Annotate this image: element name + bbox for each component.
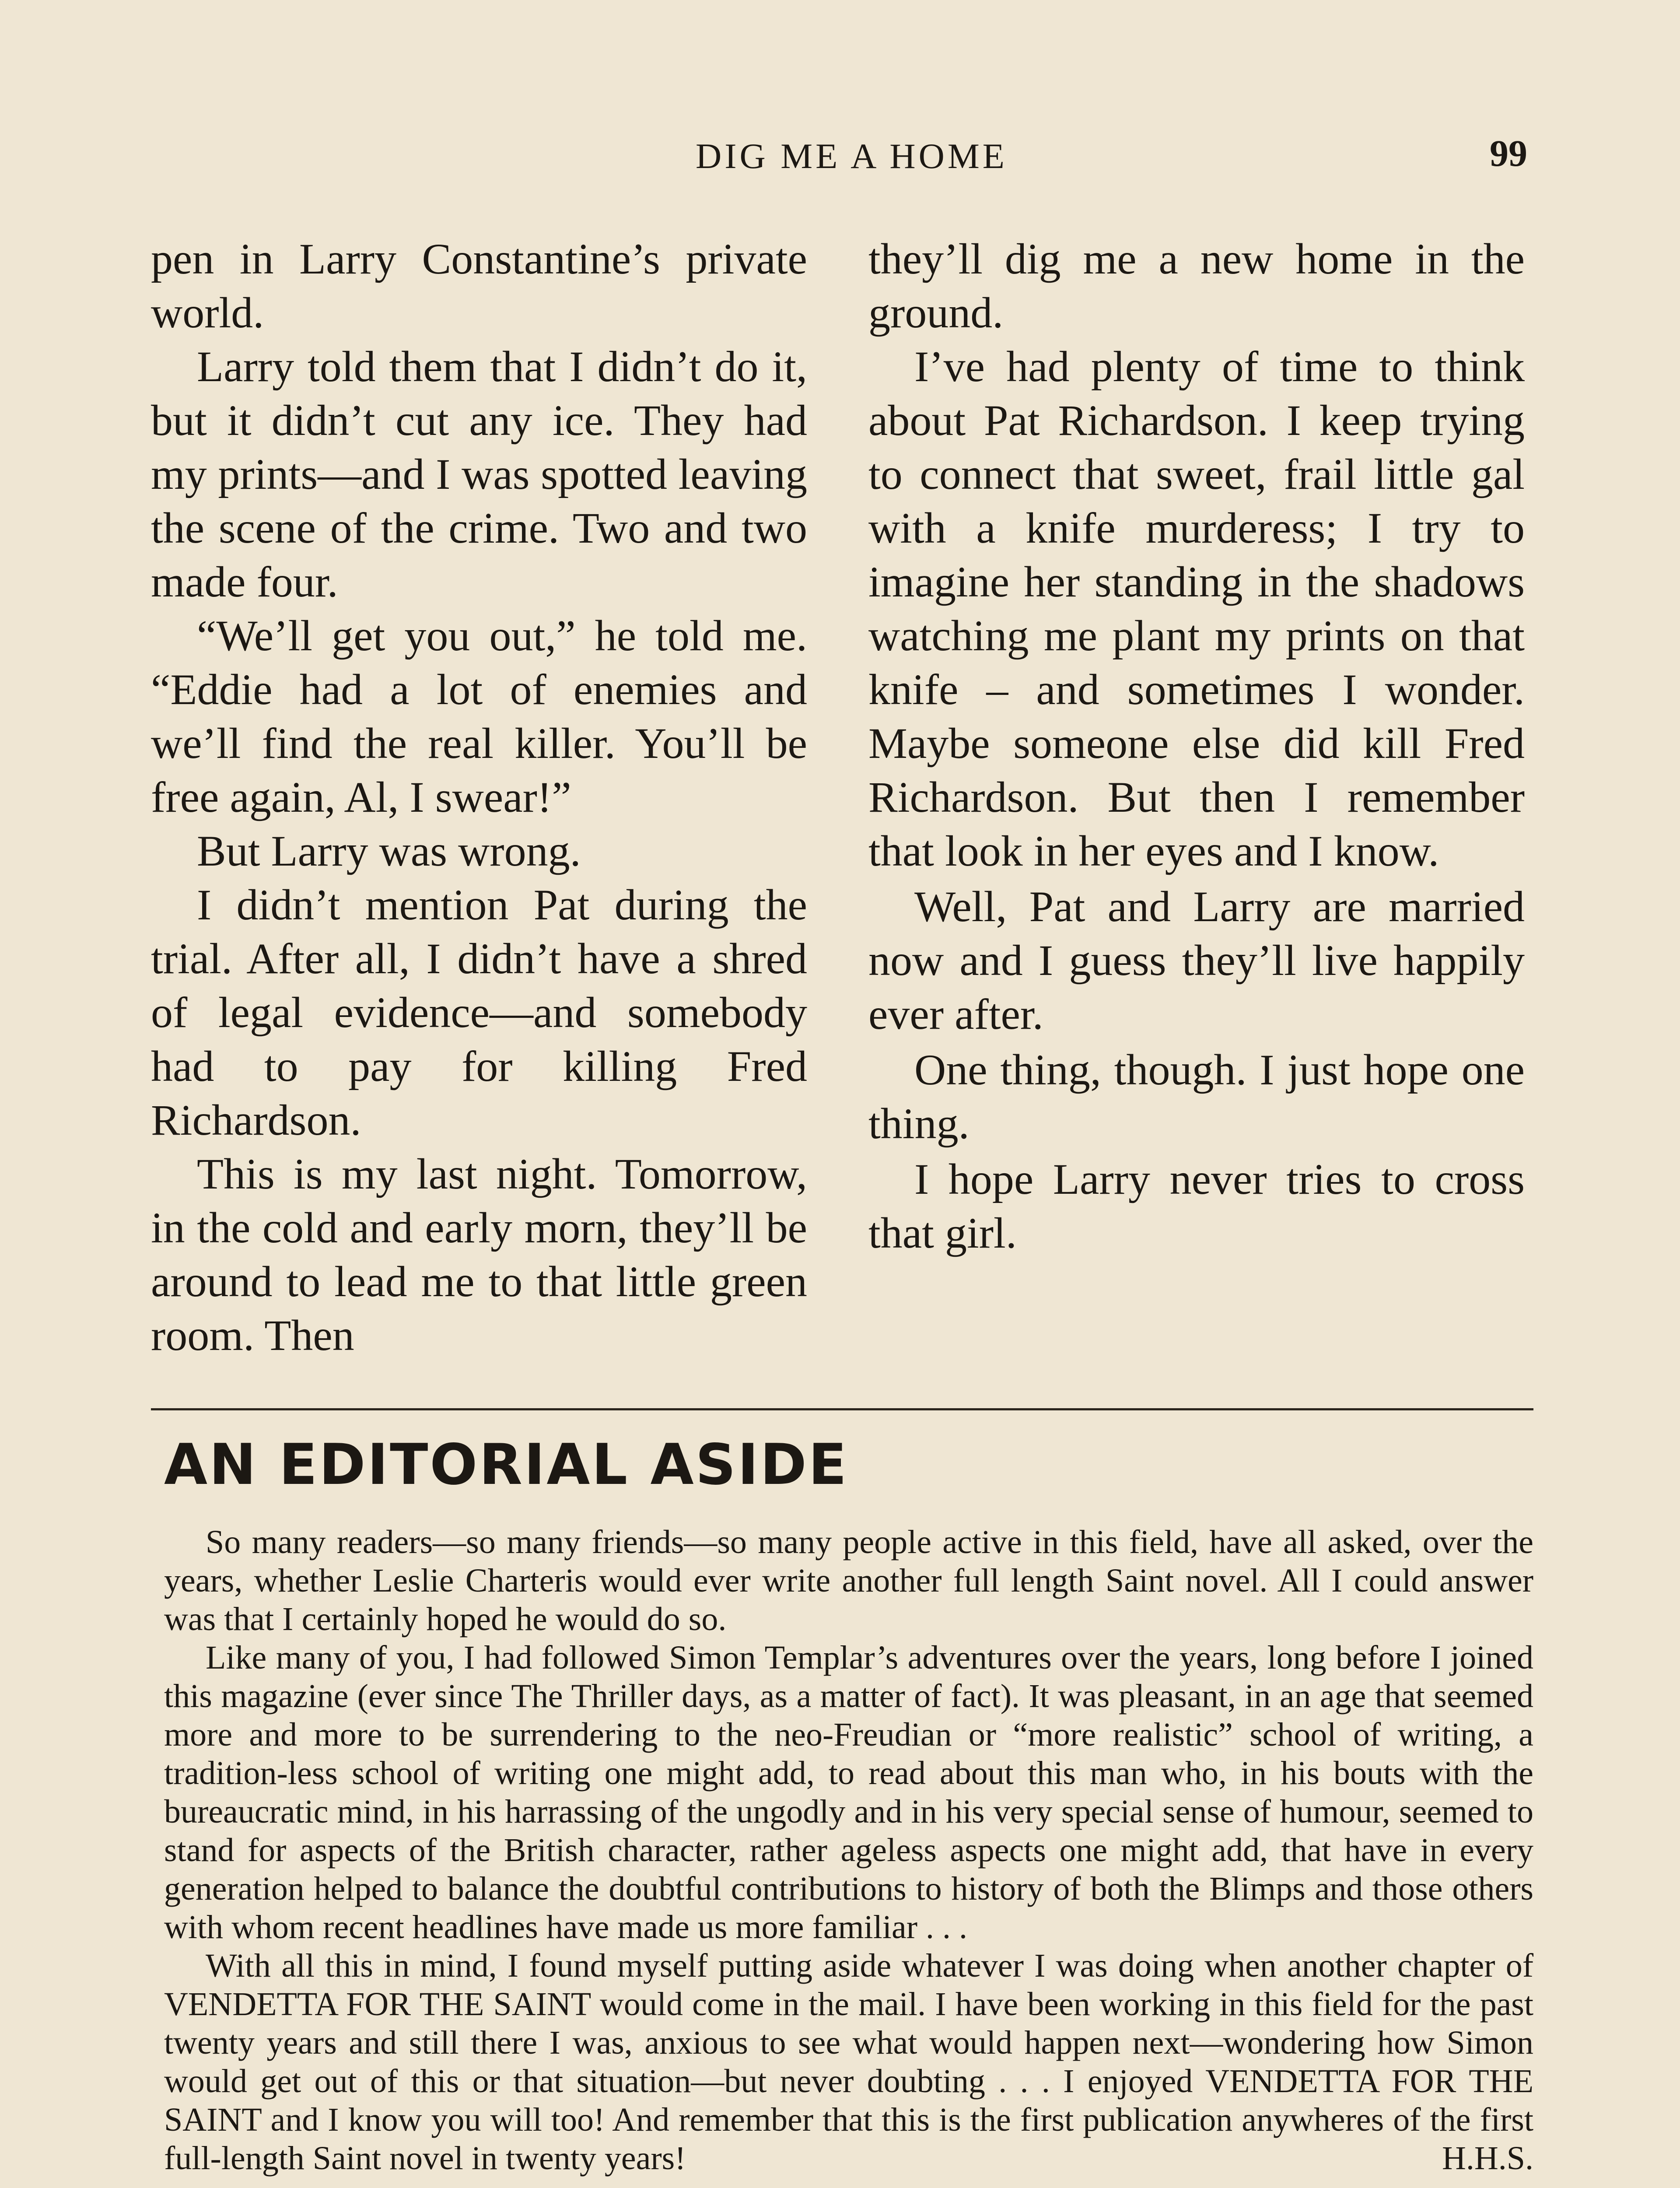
- editorial-paragraph: Like many of you, I had followed Simon Templar’s adventures over the years, long before I joined this magazine (ever since The Thriller days, as a matter of fact). It was pleasant, in an age that seemed more and more to be surrendering to the neo-Freudian or “more realistic” school of writing, a tradition-less school of writing one might add, to read about this man who, in his bouts with the bureaucratic mind, in his harrassing of the ungodly and in his very special sense of humour, seemed to stand for aspects of the British character, rather ageless aspects one might add, that have in every generation helped to balance the doubtful contributions to history of both the Blimps and those others with whom recent headlines have made us more familiar . . .: [164, 1639, 1533, 1946]
- story-column-left: [151, 232, 807, 1362]
- editorial-paragraph: With all this in mind, I found myself putting aside whatever I was doing when another chapter of VENDETTA FOR THE SAINT would come in the mail. I have been working in this field for the past twenty years and still there I was, anxious to see what would happen next—wondering how Simon would get out of this or that situation—but never doubting . . . I enjoyed VENDETTA FOR THE SAINT and I know you will too! And remember that this is the first publication anywheres of the first full-length Saint novel in twenty years!: [164, 1947, 1533, 2177]
- story-column-right: [868, 232, 1525, 1260]
- section-divider: [151, 1408, 1533, 1410]
- page-number: 99: [1490, 132, 1527, 174]
- story-paragraph: I hope Larry never tries to cross that girl.: [868, 1155, 1525, 1257]
- story-paragraph: But Larry was wrong.: [197, 827, 581, 875]
- story-paragraph: they’ll dig me a new home in the ground.: [868, 235, 1525, 337]
- editorial-title: AN EDITORIAL ASIDE: [164, 1432, 849, 1497]
- story-paragraph: Well, Pat and Larry are married now and I guess they’ll live happily ever after.: [868, 882, 1525, 1038]
- story-paragraph: Larry told them that I didn’t do it, but it didn’t cut any ice. They had my prints—and I was spotted leaving the scene of the crime. Two and two made four.: [151, 342, 807, 606]
- running-head: DIG ME A HOME: [696, 136, 1008, 176]
- editorial-signature: H.H.S.: [1442, 2140, 1533, 2177]
- story-paragraph: “We’ll get you out,” he told me. “Eddie had a lot of enemies and we’ll find the real killer. You’ll be free again, Al, I swear!”: [151, 611, 807, 821]
- story-paragraph: I didn’t mention Pat during the trial. After all, I didn’t have a shred of legal evidence—and somebody had to pay for killing Fred Richardson.: [151, 880, 807, 1144]
- editorial-body: [164, 1523, 1533, 2177]
- story-paragraph: I’ve had plenty of time to think about Pat Richardson. I keep trying to connect that sweet, frail little gal with a knife murderess; I try to imagine her standing in the shadows watching me plant my prints on that knife – and sometimes I wonder. Maybe someone else did kill Fred Richardson. But then I remember that look in her eyes and I know.: [868, 342, 1525, 875]
- story-paragraph: This is my last night. Tomorrow, in the cold and early morn, they’ll be around to lead me to that little green room. Then: [151, 1150, 807, 1360]
- story-paragraph: One thing, though. I just hope one thing.: [868, 1045, 1525, 1148]
- story-paragraph: pen in Larry Constantine’s private world.: [151, 235, 807, 337]
- editorial-paragraph: So many readers—so many friends—so many people active in this field, have all asked, over the years, whether Leslie Charteris would ever write another full length Saint novel. All I could answer was that I certainly hoped he would do so.: [164, 1524, 1533, 1637]
